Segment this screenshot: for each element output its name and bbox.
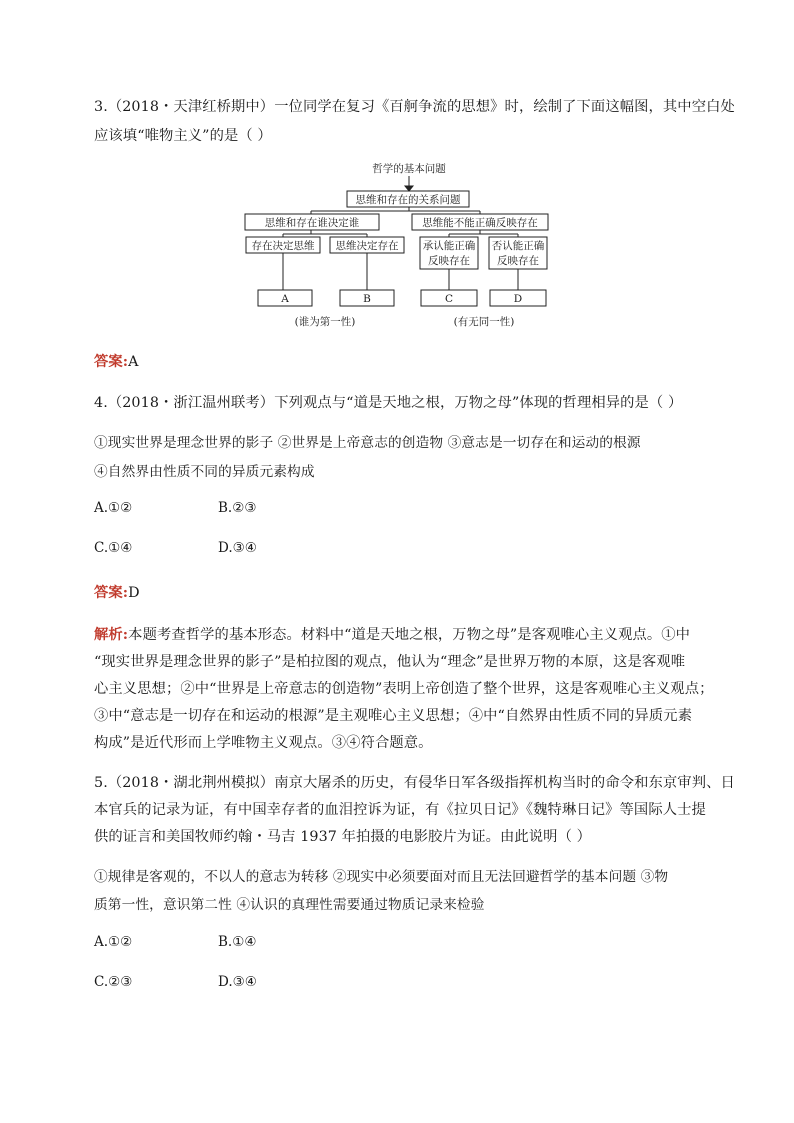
q5-option-a: A.①② [94, 934, 133, 950]
diagram-right: 思维能不能正确反映存在 [422, 217, 538, 229]
q5-option-b: B.①④ [218, 934, 257, 950]
q4-analysis-line4: ③中“意志是一切存在和运动的根源”是主观唯心主义思想；④中“自然界由性质不同的异质元素 [94, 708, 693, 724]
analysis-label: 解析: [94, 627, 129, 643]
diagram-caption-right: (有无同一性) [453, 316, 515, 328]
diagram-caption-left: (谁为第一性) [294, 316, 356, 328]
q4-answer [94, 582, 140, 602]
diagram-left: 思维和存在谁决定谁 [264, 217, 360, 229]
diagram-box-d: D [513, 293, 523, 305]
analysis-text: 本题考查哲学的基本形态。材料中“道是天地之根，万物之母”是客观唯心主义观点。①中 [128, 627, 691, 643]
q4-statement-1: ①现实世界是理念世界的影子 ②世界是上帝意志的创造物 ③意志是一切存在和运动的根源 [94, 435, 641, 451]
diagram-rr-2: 反映存在 [497, 255, 539, 267]
diagram-rl-1: 承认能正确 [422, 240, 476, 252]
diagram-rl-2: 反映存在 [428, 255, 470, 267]
diagram-box-b: B [363, 293, 371, 305]
q4-statement-2: ④自然界由性质不同的异质元素构成 [94, 464, 315, 480]
q5-option-c: C.②③ [94, 974, 133, 990]
diagram-root: 哲学的基本问题 [372, 163, 446, 175]
q4-analysis-line1 [94, 624, 690, 644]
q5-statement-1: ①规律是客观的，不以人的意志为转移 ②现实中必须要面对而且无法回避哲学的基本问题 ③物 [94, 869, 669, 885]
q4-analysis-line2: “现实世界是理念世界的影子”是柏拉图的观点，他认为“理念”是世界万物的本原，这是客观唯 [94, 654, 686, 670]
answer-label: 答案: [94, 354, 129, 370]
q5-stem-line1: 5.（2018・湖北荆州模拟）南京大屠杀的历史，有侵华日军各级指挥机构当时的命令和东京审判、日 [94, 775, 735, 791]
diagram-rr-1: 否认能正确 [491, 240, 545, 252]
q5-statement-2: 质第一性，意识第二性 ④认识的真理性需要通过物质记录来检验 [94, 897, 485, 913]
answer-value: A [128, 354, 139, 370]
q4-analysis-line3: 心主义思想；②中“世界是上帝意志的创造物”表明上帝创造了整个世界，这是客观唯心主义观点； [94, 681, 714, 697]
q4-option-a: A.①② [94, 500, 133, 516]
philosophy-diagram [0, 0, 794, 340]
q4-option-c: C.①④ [94, 540, 133, 556]
diagram-level1: 思维和存在的关系问题 [355, 194, 461, 206]
q5-stem-line3: 供的证言和美国牧师约翰・马吉 1937 年拍摄的电影胶片为证。由此说明（ ） [94, 829, 592, 845]
q5-option-d: D.③④ [218, 974, 257, 990]
diagram-box-c: C [444, 293, 454, 305]
q5-stem-line2: 本官兵的记录为证，有中国幸存者的血泪控诉为证，有《拉贝日记》《魏特琳日记》等国际人士提 [94, 802, 706, 818]
q4-stem: 4.（2018・浙江温州联考）下列观点与“道是天地之根，万物之母”体现的哲理相异的是（ ） [94, 395, 683, 411]
answer-label: 答案: [94, 585, 129, 601]
q4-analysis-line5: 构成”是近代形而上学唯物主义观点。③④符合题意。 [94, 735, 433, 751]
diagram-box-a: A [281, 293, 289, 305]
diagram-lr: 思维决定存在 [335, 240, 399, 252]
q3-answer [94, 351, 139, 371]
diagram-ll: 存在决定思维 [251, 240, 315, 252]
answer-value: D [128, 585, 140, 601]
q4-option-d: D.③④ [218, 540, 257, 556]
q3-stem-line2: 应该填“唯物主义”的是（ ） [94, 128, 272, 144]
q4-option-b: B.②③ [218, 500, 257, 516]
q3-stem-line1: 3.（2018・天津红桥期中）一位同学在复习《百舸争流的思想》时，绘制了下面这幅图，其中空白处 [94, 99, 735, 115]
